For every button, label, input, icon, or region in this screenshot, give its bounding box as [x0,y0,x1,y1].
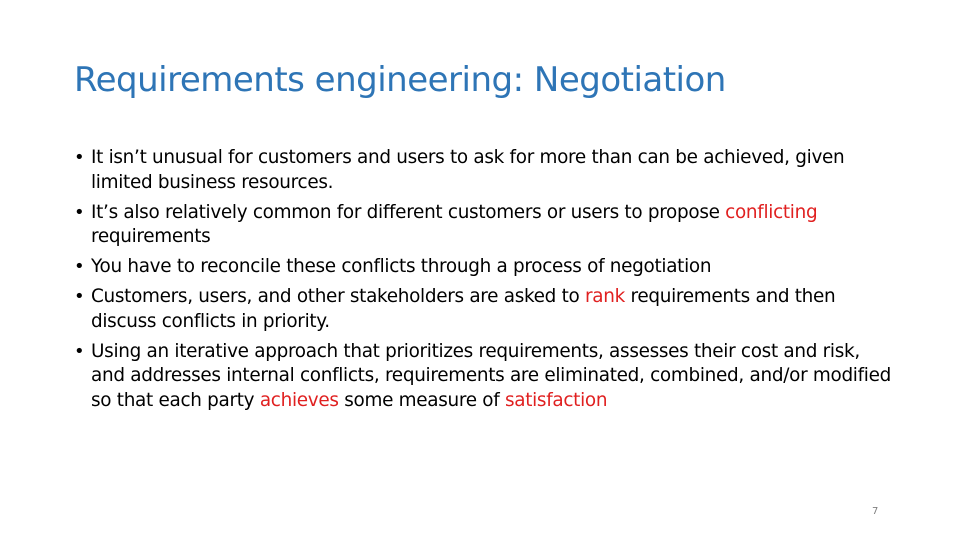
bullet-item [74,285,894,334]
slide-title: Requirements engineering: Negotiation [74,60,726,100]
text-segment: Customers, users, and other stakeholders are asked to [91,286,586,307]
highlighted-word: achieves [259,389,339,411]
bullet-item [74,146,894,195]
bullet-dot-icon: • [74,340,85,362]
bullet-item [74,340,894,414]
bullet-text [91,341,891,411]
bullet-item [74,201,894,250]
text-segment: some measure of [338,389,505,411]
bullet-list [74,146,894,419]
text-segment: requirements and then discuss conflicts in priority. [91,286,836,332]
bullet-item [74,255,894,280]
bullet-text [91,256,711,277]
bullet-dot-icon: • [74,201,85,223]
text-segment: It isn’t unusual for customers and users to ask for more than can be achieved, given limited business resources. [91,147,845,193]
text-segment: Using an iterative approach that prioritizes requirements, assesses their cost and risk, and addresses internal conflicts, requirements are eliminated, combined, and/or modified so that each party [91,340,891,411]
highlighted-word: satisfaction [504,389,608,411]
text-segment: You have to reconcile these conflicts through a process of negotiation [91,256,712,277]
bullet-text [91,147,844,193]
bullet-dot-icon: • [74,256,85,277]
bullet-dot-icon: • [74,286,85,307]
highlighted-word: conflicting [725,201,818,223]
text-segment: requirements [91,226,211,247]
text-segment: It’s also relatively common for different customers or users to propose [91,201,726,223]
bullet-text [91,202,817,248]
bullet-dot-icon: • [74,147,85,168]
bullet-text [91,286,835,332]
page-number: 7 [872,506,879,517]
highlighted-word: rank [585,286,625,307]
